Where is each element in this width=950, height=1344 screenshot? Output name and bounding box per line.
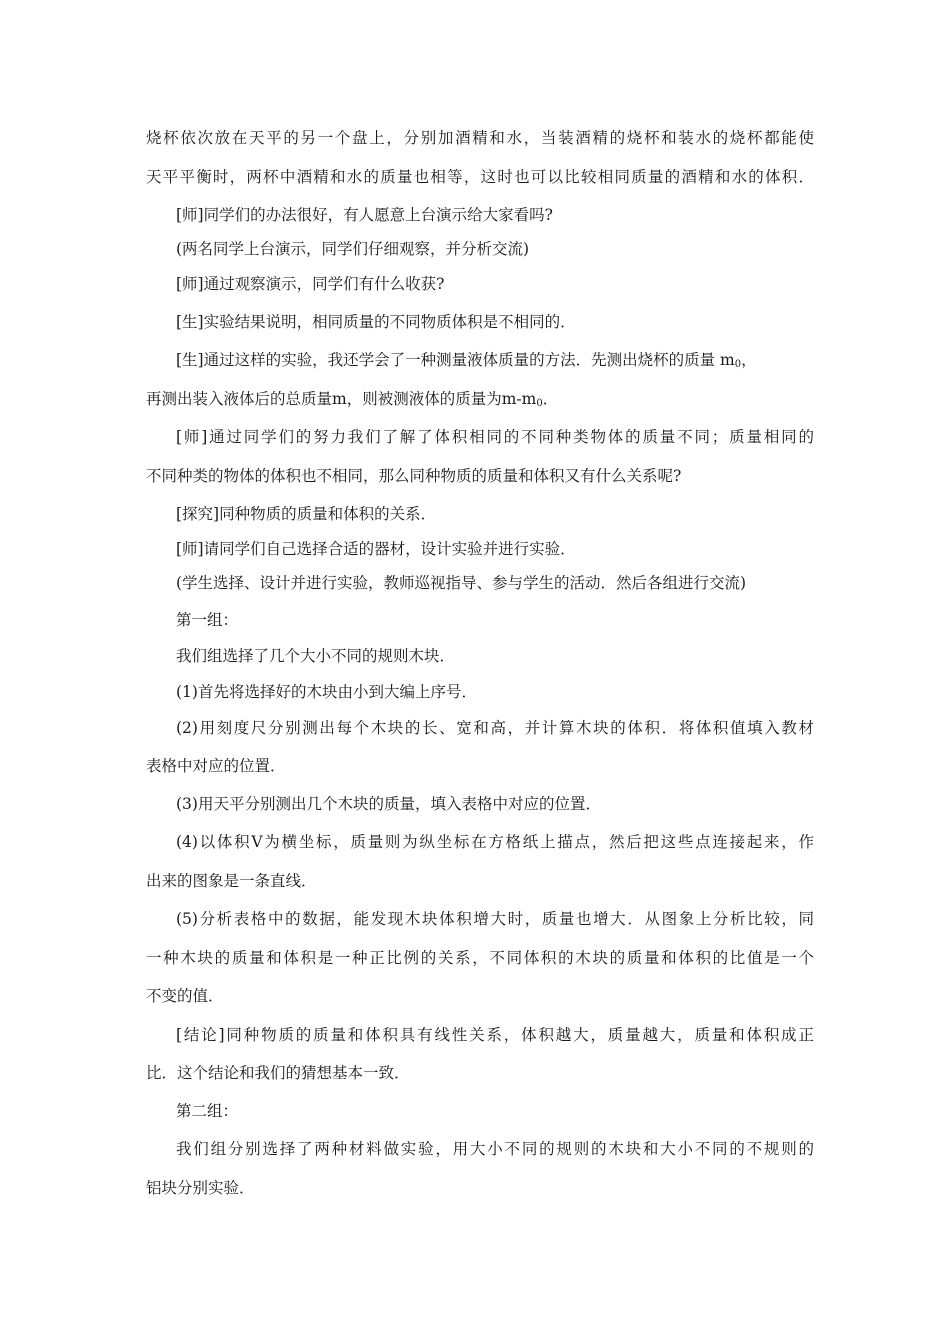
paragraph-line: (学生选择、设计并进行实验，教师巡视指导、参与学生的活动．然后各组进行交流) <box>176 574 747 592</box>
paragraph-line: (4)以体积V为横坐标，质量则为纵坐标在方格纸上描点，然后把这些点连接起来，作 <box>176 833 814 851</box>
line-text: [生]通过这样的实验，我还学会了一种测量液体质量的方法．先测出烧杯的质量 m <box>176 351 735 369</box>
paragraph-line: (2)用刻度尺分别测出每个木块的长、宽和高，并计算木块的体积．将体积值填入教材 <box>176 719 814 737</box>
subscript-zero: 0 <box>734 359 742 370</box>
paragraph-line <box>176 349 814 371</box>
paragraph-line: 出来的图象是一条直线． <box>146 872 317 890</box>
paragraph-line: (1)首先将选择好的木块由小到大编上序号． <box>176 683 477 701</box>
paragraph-line: (3)用天平分别测出几个木块的质量，填入表格中对应的位置． <box>176 795 601 813</box>
paragraph-line: [师]通过同学们的努力我们了解了体积相同的不同种类物体的质量不同；质量相同的 <box>176 428 814 446</box>
paragraph-line <box>146 388 814 410</box>
paragraph-line: [生]实验结果说明，相同质量的不同物质体积是不相同的． <box>176 313 576 331</box>
paragraph-line: 我们组分别选择了两种材料做实验，用大小不同的规则的木块和大小不同的不规则的 <box>176 1140 814 1158</box>
line-punctuation: ， <box>741 351 757 369</box>
paragraph-line: 铝块分别实验． <box>146 1179 255 1197</box>
paragraph-line: [师]同学们的办法很好，有人愿意上台演示给大家看吗? <box>176 206 553 224</box>
paragraph-line: 第二组： <box>176 1102 239 1120</box>
paragraph-line: (两名同学上台演示，同学们仔细观察，并分析交流) <box>176 240 530 258</box>
paragraph-line: (5)分析表格中的数据，能发现木块体积增大时，质量也增大．从图象上分析比较，同 <box>176 910 814 928</box>
paragraph-line: [师]通过观察演示，同学们有什么收获? <box>176 275 445 293</box>
paragraph-line: 不同种类的物体的体积也不相同，那么同种物质的质量和体积又有什么关系呢? <box>146 467 682 485</box>
paragraph-line: 表格中对应的位置． <box>146 757 286 775</box>
paragraph-line: 一种木块的质量和体积是一种正比例的关系，不同体积的木块的质量和体积的比值是一个 <box>146 949 814 967</box>
paragraph-line: 烧杯依次放在天平的另一个盘上，分别加酒精和水，当装酒精的烧杯和装水的烧杯都能使 <box>146 129 814 147</box>
paragraph-line: [结论]同种物质的质量和体积具有线性关系，体积越大，质量越大，质量和体积成正 <box>176 1026 814 1044</box>
line-punctuation: ． <box>542 390 559 408</box>
paragraph-line: 第一组： <box>176 611 239 629</box>
paragraph-line: 我们组选择了几个大小不同的规则木块． <box>176 647 456 665</box>
line-text: 再测出装入液体后的总质量m，则被测液体的质量为m-m <box>146 390 537 408</box>
paragraph-line: [师]请同学们自己选择合适的器材，设计实验并进行实验． <box>176 540 576 558</box>
subscript-zero: 0 <box>536 398 543 409</box>
paragraph-line: 不变的值． <box>146 987 224 1005</box>
paragraph-line: [探究]同种物质的质量和体积的关系． <box>176 505 437 523</box>
paragraph-line: 比．这个结论和我们的猜想基本一致． <box>146 1064 410 1082</box>
paragraph-line: 天平平衡时，两杯中酒精和水的质量也相等，这时也可以比较相同质量的酒精和水的体积． <box>146 168 814 186</box>
